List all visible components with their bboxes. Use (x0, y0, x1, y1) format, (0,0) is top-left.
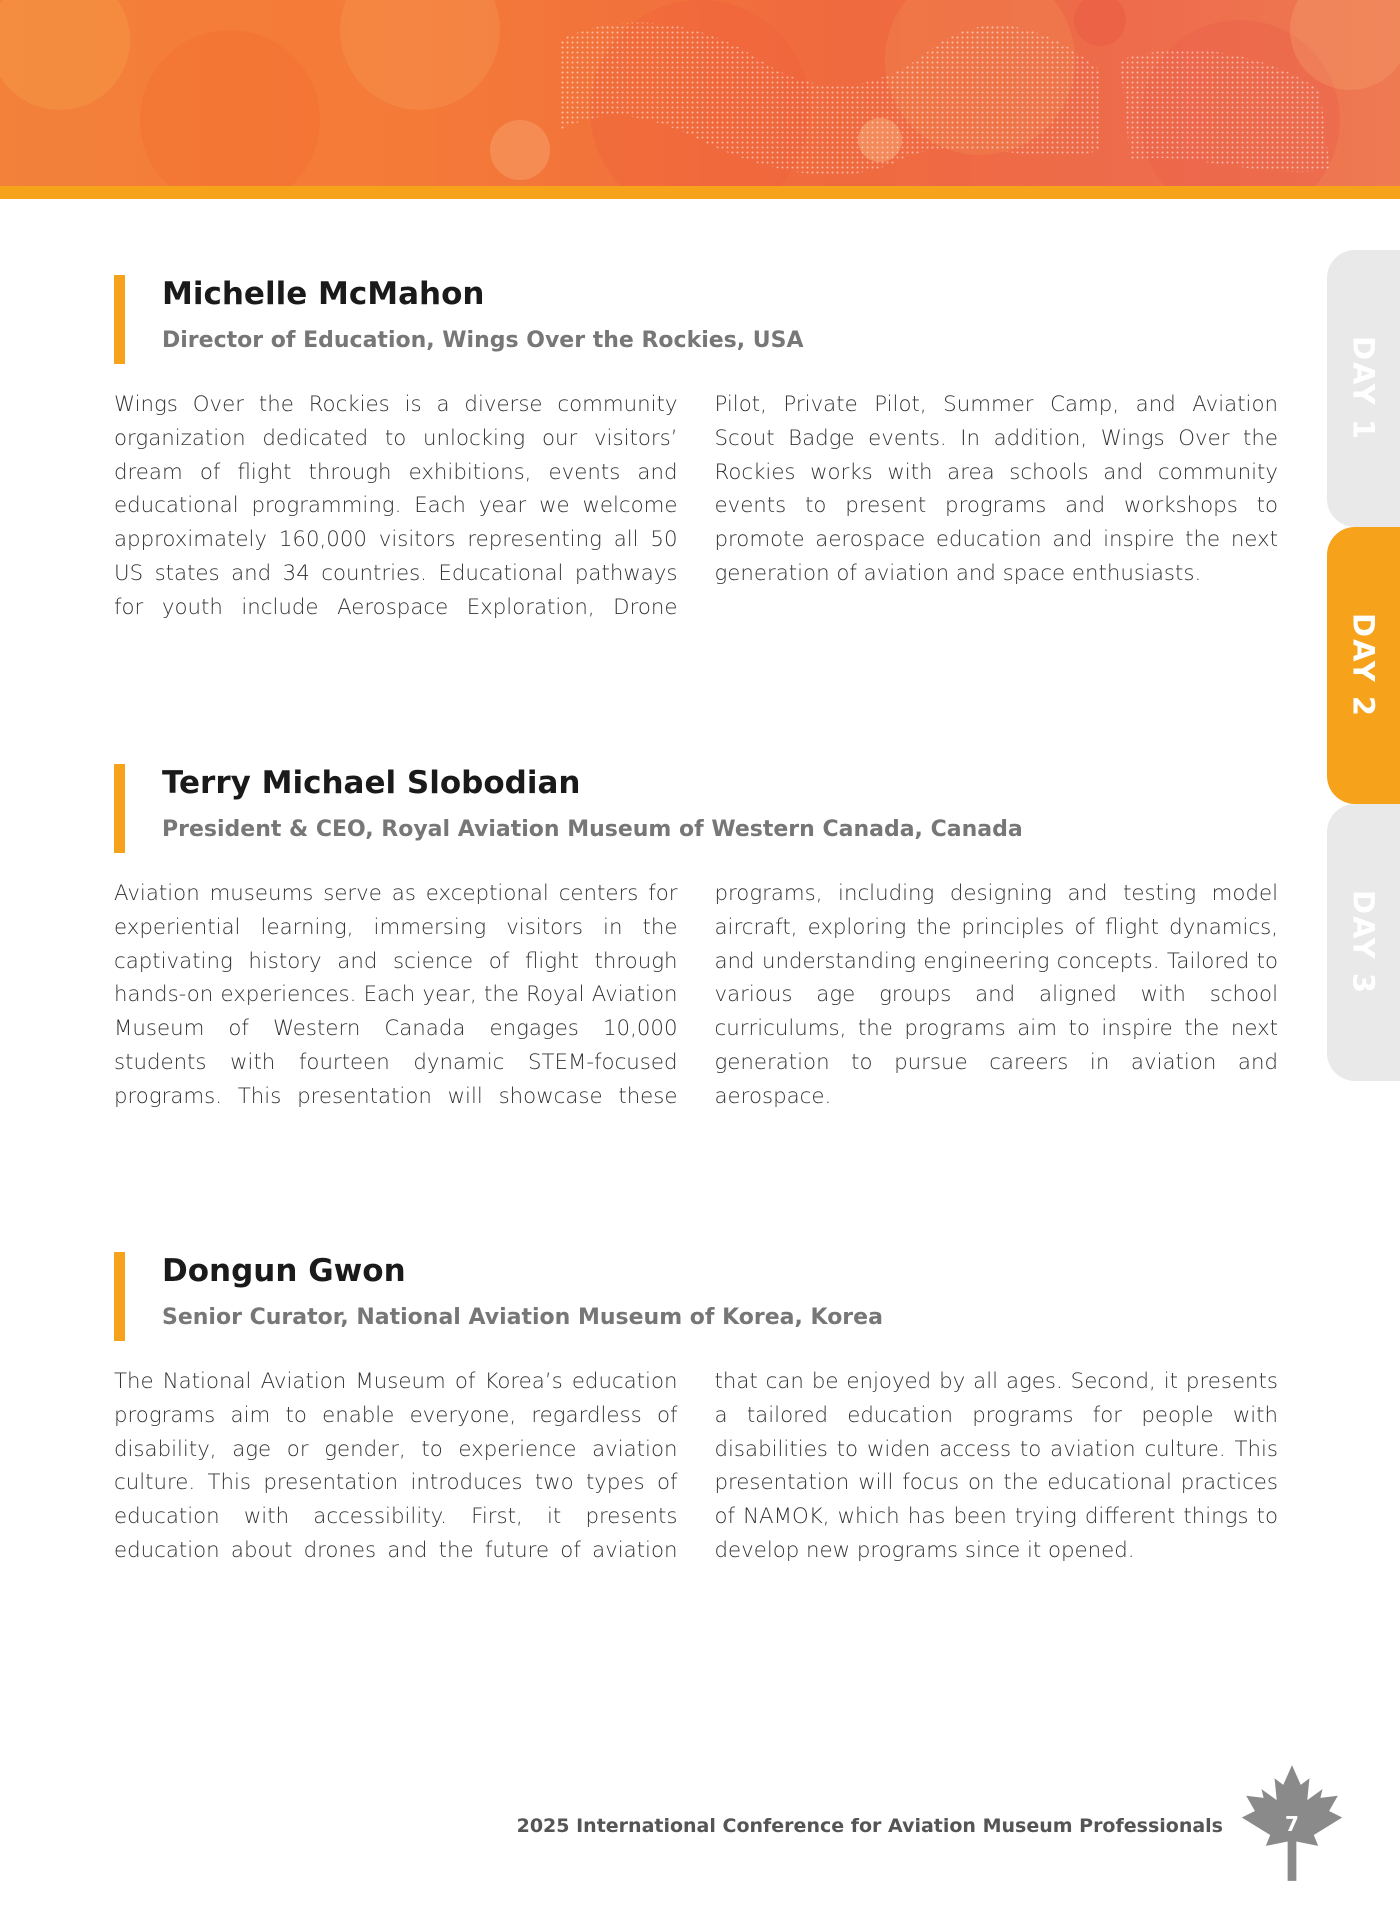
tab-day-1[interactable] (1327, 250, 1400, 527)
header-stripe (0, 186, 1400, 199)
header-banner (0, 0, 1400, 186)
speaker-abstract (114, 388, 1278, 663)
speaker-title: President & CEO, Royal Aviation Museum of Western Canada, Canada (162, 817, 1023, 842)
tab-day-2[interactable] (1327, 527, 1400, 804)
speaker-title: Senior Curator, National Aviation Museum of Korea, Korea (162, 1305, 883, 1330)
tab-day-3-label: DAY 3 (1346, 889, 1381, 995)
speaker-name: Dongun Gwon (162, 1253, 406, 1289)
footer-conference-title: 2025 International Conference for Aviation Museum Professionals (516, 1815, 1223, 1837)
speaker-abstract (114, 877, 1278, 1152)
abstract-text: Wings Over the Rockies is a diverse community organization dedicated to unlocking our visitors’ dream of flight through exhibitions, events and educational programming. Each year we welcome approximately 160,000 visitors representing all 50 US states and 34 countries. Educational pathways for youth include Aerospace Exploration, Drone Pilot, Private Pilot, Summer Camp, and Aviation Scout Badge events. In addition, Wings Over the Rockies works with area schools and community events to present programs and workshops to promote aerospace education and inspire the next generation of aviation and space enthusiasts. (114, 392, 1278, 620)
speaker-abstract (114, 1365, 1278, 1640)
accent-bar (114, 275, 125, 364)
watercolor-banner-art (0, 0, 1400, 186)
speaker-title: Director of Education, Wings Over the Rockies, USA (162, 328, 804, 353)
tab-day-1-label: DAY 1 (1346, 335, 1381, 441)
tab-day-3[interactable] (1327, 804, 1400, 1081)
accent-bar (114, 1252, 125, 1341)
tab-day-2-label: DAY 2 (1346, 612, 1381, 718)
speaker-name: Michelle McMahon (162, 276, 485, 312)
accent-bar (114, 764, 125, 853)
speaker-name: Terry Michael Slobodian (162, 765, 581, 801)
abstract-text: The National Aviation Museum of Korea’s education programs aim to enable everyone, regardless of disability, age or gender, to experience aviation culture. This presentation introduces two types of education with accessibility. First, it presents education about drones and the future of aviation that can be enjoyed by all ages. Second, it presents a tailored education programs for people with disabilities to widen access to aviation culture. This presentation will focus on the educational practices of NAMOK, which has been trying different things to develop new programs since it opened. (114, 1369, 1278, 1563)
page-number: 7 (1285, 1812, 1299, 1836)
abstract-text: Aviation museums serve as exceptional centers for experiential learning, immersing visitors in the captivating history and science of flight through hands-on experiences. Each year, the Royal Aviation Museum of Western Canada engages 10,000 students with fourteen dynamic STEM-focused programs. This presentation will showcase these programs, including designing and testing model aircraft, exploring the principles of flight dynamics, and understanding engineering concepts. Tailored to various age groups and aligned with school curriculums, the programs aim to inspire the next generation to pursue careers in aviation and aerospace. (114, 881, 1278, 1109)
